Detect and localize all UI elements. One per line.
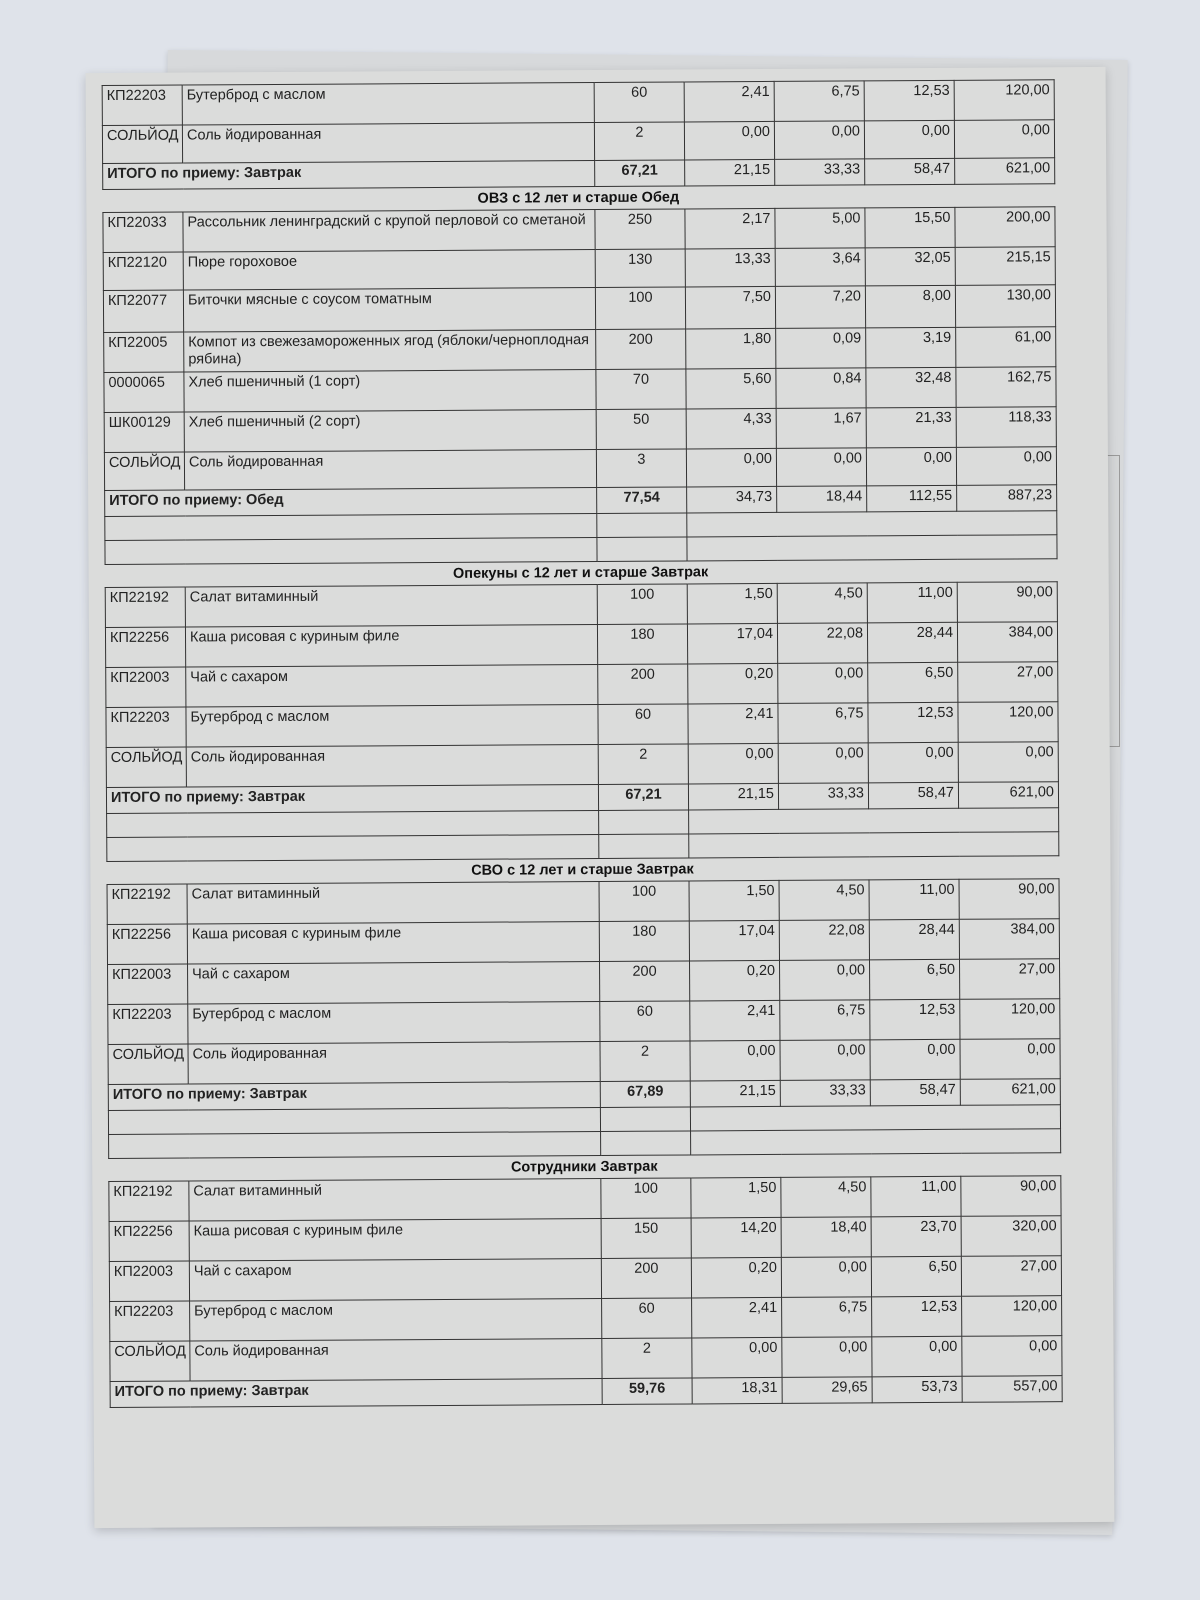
total-sum: 77,54 (597, 487, 687, 514)
menu-content (102, 79, 1062, 1408)
total-value: 21,15 (685, 159, 775, 186)
menu-table-staff-breakfast (108, 1175, 1062, 1408)
item-name: Каша рисовая с куриным филе (187, 922, 599, 965)
item-value: 0,00 (776, 448, 866, 487)
empty-cell (107, 811, 599, 838)
menu-table-svo-breakfast (107, 878, 1062, 1159)
table-row (104, 327, 1056, 373)
menu-table-ovz-lunch (102, 206, 1057, 565)
item-weight: 60 (600, 1001, 690, 1042)
item-value: 7,50 (685, 286, 775, 329)
table-row (103, 285, 1055, 333)
item-value: 0,20 (688, 663, 778, 704)
item-value: 0,84 (776, 368, 866, 409)
item-value: 162,75 (956, 367, 1056, 408)
item-value: 6,50 (868, 662, 958, 703)
item-weight: 3 (596, 449, 686, 488)
total-value: 887,23 (957, 485, 1057, 512)
item-value: 1,67 (776, 408, 866, 449)
total-value: 18,31 (692, 1377, 782, 1404)
item-weight: 200 (598, 664, 688, 705)
item-value: 14,20 (691, 1217, 781, 1258)
item-name: Каша рисовая с куриным филе (189, 1219, 601, 1262)
item-value: 0,20 (691, 1257, 781, 1298)
item-value: 17,04 (689, 920, 779, 961)
item-value: 0,00 (781, 1257, 871, 1298)
item-value: 0,00 (778, 663, 868, 704)
empty-cell (105, 514, 597, 541)
section-title: Опекуны с 12 лет и старше Завтрак (452, 564, 709, 582)
item-code: 0000065 (104, 372, 184, 412)
item-value: 1,80 (686, 328, 776, 369)
total-value: 53,73 (872, 1376, 962, 1403)
item-name: Салат витаминный (187, 882, 599, 925)
menu-sheet (86, 67, 1115, 1528)
item-weight: 100 (595, 287, 685, 330)
item-name: Хлеб пшеничный (1 сорт) (184, 370, 596, 413)
item-value: 11,00 (871, 1176, 961, 1217)
total-value: 58,47 (865, 158, 955, 185)
item-name: Салат витаминный (189, 1179, 601, 1222)
item-value: 0,00 (870, 1039, 960, 1080)
item-value: 0,00 (778, 743, 868, 784)
item-value: 0,00 (864, 120, 954, 159)
empty-cell (599, 834, 689, 859)
item-value: 4,50 (777, 583, 867, 624)
table-row (106, 662, 1058, 708)
item-code: КП22003 (106, 667, 186, 707)
item-name: Рассольник ленинградский с крупой перловой со сметаной (183, 210, 595, 253)
item-weight: 250 (595, 209, 685, 250)
item-weight: 150 (601, 1218, 691, 1259)
empty-cell (107, 835, 599, 862)
total-value: 21,15 (690, 1080, 780, 1107)
item-value: 0,00 (782, 1337, 872, 1378)
item-name: Хлеб пшеничный (2 сорт) (184, 410, 596, 453)
menu-table-guardians-breakfast (105, 581, 1060, 862)
item-weight: 70 (596, 369, 686, 410)
item-value: 0,09 (776, 328, 866, 369)
table-row (102, 120, 1054, 164)
total-label: ИТОГО по приему: Обед (105, 488, 597, 517)
section-title: Сотрудники Завтрак (510, 1158, 658, 1176)
item-value: 0,00 (954, 120, 1054, 159)
item-name: Соль йодированная (188, 1042, 600, 1085)
item-value: 8,00 (865, 285, 955, 328)
item-code: КП22033 (103, 212, 183, 252)
total-value: 33,33 (778, 783, 868, 810)
item-name: Соль йодированная (184, 450, 596, 491)
item-code: СОЛЬЙОД (108, 1044, 188, 1084)
total-value: 621,00 (960, 1079, 1060, 1106)
item-value: 5,00 (775, 208, 865, 249)
item-code: КП22120 (103, 252, 183, 290)
item-value: 15,50 (865, 207, 955, 248)
total-value: 58,47 (868, 782, 958, 809)
total-value: 58,47 (870, 1079, 960, 1106)
item-value: 320,00 (961, 1216, 1061, 1257)
table-row (107, 919, 1059, 965)
item-value: 6,50 (871, 1256, 961, 1297)
item-value: 0,20 (690, 960, 780, 1001)
item-weight: 2 (594, 122, 684, 161)
total-value: 33,33 (780, 1080, 870, 1107)
empty-cell (597, 537, 687, 562)
item-value: 11,00 (867, 582, 957, 623)
empty-cell (600, 1107, 690, 1132)
item-weight: 180 (597, 624, 687, 665)
item-value: 32,05 (865, 247, 955, 286)
item-value: 0,00 (780, 1040, 870, 1081)
table-row (108, 999, 1060, 1045)
item-value: 130,00 (955, 285, 1055, 328)
total-sum: 67,21 (595, 160, 685, 187)
item-name: Соль йодированная (190, 1338, 602, 1381)
empty-cell (691, 1129, 1061, 1155)
empty-cell (689, 832, 1059, 858)
empty-cell (109, 1132, 601, 1159)
table-row (105, 582, 1057, 628)
item-value: 22,08 (779, 920, 869, 961)
total-value: 18,44 (777, 486, 867, 513)
empty-cell (108, 1108, 600, 1135)
item-weight: 2 (598, 744, 688, 785)
item-value: 120,00 (958, 702, 1058, 743)
item-code: ШК00129 (104, 412, 184, 452)
item-weight: 200 (601, 1258, 691, 1299)
item-value: 0,00 (956, 447, 1056, 486)
item-weight: 60 (598, 704, 688, 745)
table-row (105, 622, 1057, 668)
item-weight: 100 (597, 584, 687, 625)
item-value: 22,08 (777, 623, 867, 664)
item-value: 61,00 (956, 327, 1056, 368)
item-code: КП22003 (109, 1261, 189, 1301)
total-sum: 67,89 (600, 1081, 690, 1108)
item-value: 0,00 (688, 743, 778, 784)
item-value: 2,41 (684, 81, 774, 122)
item-value: 120,00 (954, 80, 1054, 121)
item-code: КП22192 (109, 1181, 189, 1221)
item-value: 0,00 (690, 1040, 780, 1081)
empty-cell (105, 538, 597, 565)
total-label: ИТОГО по приему: Завтрак (108, 1082, 600, 1111)
item-value: 2,41 (690, 1000, 780, 1041)
item-value: 13,33 (685, 248, 775, 287)
item-name: Чай с сахаром (188, 962, 600, 1005)
item-code: КП22203 (108, 1004, 188, 1044)
item-weight: 200 (596, 329, 686, 370)
item-value: 0,00 (958, 742, 1058, 783)
table-row (103, 247, 1055, 291)
table-row (106, 702, 1058, 748)
total-value: 34,73 (687, 486, 777, 513)
item-value: 6,75 (774, 81, 864, 122)
total-value: 621,00 (955, 158, 1055, 185)
item-code: КП22256 (109, 1221, 189, 1261)
table-row (103, 207, 1055, 253)
item-value: 18,40 (781, 1217, 871, 1258)
total-value: 33,33 (775, 159, 865, 186)
item-value: 6,75 (778, 703, 868, 744)
item-code: КП22077 (103, 290, 183, 332)
total-value: 112,55 (867, 485, 957, 512)
empty-cell (601, 1131, 691, 1156)
item-value: 3,64 (775, 248, 865, 287)
table-row (107, 879, 1059, 925)
table-row (104, 367, 1056, 413)
item-value: 21,33 (866, 407, 956, 448)
item-weight: 60 (602, 1298, 692, 1339)
item-code: КП22256 (107, 924, 187, 964)
item-code: КП22192 (105, 587, 185, 627)
item-name: Бутерброд с маслом (190, 1298, 602, 1341)
item-code: КП22005 (104, 332, 184, 372)
item-value: 4,33 (686, 408, 776, 449)
item-value: 90,00 (957, 582, 1057, 623)
item-code: СОЛЬЙОД (106, 747, 186, 787)
item-value: 32,48 (866, 367, 956, 408)
item-weight: 2 (600, 1041, 690, 1082)
item-value: 0,00 (962, 1336, 1062, 1377)
item-value: 0,00 (866, 447, 956, 486)
table-row (110, 1296, 1062, 1342)
section-title: ОВЗ с 12 лет и старше Обед (477, 189, 680, 207)
item-value: 0,00 (960, 1039, 1060, 1080)
table-row (106, 742, 1058, 788)
item-weight: 100 (599, 881, 689, 922)
table-row (109, 1256, 1061, 1302)
item-value: 6,75 (782, 1297, 872, 1338)
item-weight: 50 (596, 409, 686, 450)
item-value: 215,15 (955, 247, 1055, 286)
item-name: Соль йодированная (186, 745, 598, 788)
item-value: 384,00 (959, 919, 1059, 960)
empty-cell (597, 513, 687, 538)
item-weight: 130 (595, 249, 685, 288)
table-row (109, 1176, 1061, 1222)
item-weight: 180 (599, 921, 689, 962)
total-value: 557,00 (962, 1376, 1062, 1403)
item-value: 6,50 (869, 959, 959, 1000)
section-title: СВО с 12 лет и старше Завтрак (471, 861, 694, 879)
total-label: ИТОГО по приему: Завтрак (106, 785, 598, 814)
empty-cell (687, 511, 1057, 537)
item-value: 0,00 (872, 1336, 962, 1377)
total-label: ИТОГО по приему: Завтрак (110, 1378, 602, 1407)
total-value: 621,00 (958, 782, 1058, 809)
item-value: 12,53 (870, 999, 960, 1040)
item-value: 27,00 (959, 959, 1059, 1000)
item-value: 0,00 (692, 1337, 782, 1378)
item-value: 7,20 (775, 286, 865, 329)
item-name: Салат витаминный (185, 585, 597, 628)
table-row (109, 1216, 1061, 1262)
item-value: 118,33 (956, 407, 1056, 448)
item-weight: 100 (601, 1178, 691, 1219)
item-code: КП22192 (107, 884, 187, 924)
table-row (104, 447, 1056, 491)
item-value: 120,00 (960, 999, 1060, 1040)
item-value: 1,50 (689, 880, 779, 921)
item-value: 2,41 (688, 703, 778, 744)
item-value: 0,00 (774, 121, 864, 160)
item-value: 200,00 (955, 207, 1055, 248)
item-name: Бутерброд с маслом (188, 1002, 600, 1045)
item-value: 120,00 (962, 1296, 1062, 1337)
table-row (104, 407, 1056, 453)
empty-cell (687, 535, 1057, 561)
item-value: 90,00 (959, 879, 1059, 920)
item-weight: 60 (594, 82, 684, 123)
item-value: 4,50 (781, 1177, 871, 1218)
item-code: СОЛЬЙОД (104, 452, 184, 490)
item-name: Чай с сахаром (186, 665, 598, 708)
item-code: КП22256 (105, 627, 185, 667)
item-code: СОЛЬЙОД (110, 1341, 190, 1381)
item-value: 27,00 (958, 662, 1058, 703)
item-value: 90,00 (961, 1176, 1061, 1217)
item-value: 12,53 (872, 1296, 962, 1337)
total-value: 29,65 (782, 1377, 872, 1404)
item-value: 2,41 (692, 1297, 782, 1338)
total-sum: 59,76 (602, 1378, 692, 1405)
item-name: Пюре гороховое (183, 250, 595, 291)
item-value: 28,44 (867, 622, 957, 663)
item-value: 4,50 (779, 880, 869, 921)
table-row (108, 1039, 1060, 1085)
item-value: 12,53 (868, 702, 958, 743)
item-name: Чай с сахаром (189, 1259, 601, 1302)
item-value: 17,04 (687, 623, 777, 664)
item-value: 12,53 (864, 80, 954, 121)
item-value: 0,00 (686, 448, 776, 487)
total-row (110, 1376, 1062, 1408)
item-value: 5,60 (686, 368, 776, 409)
item-name: Компот из свежезамороженных ягод (яблоки/черноплодная рябина) (184, 330, 596, 373)
table-row (110, 1336, 1062, 1382)
item-value: 27,00 (961, 1256, 1061, 1297)
item-value: 0,00 (779, 960, 869, 1001)
item-value: 0,00 (868, 742, 958, 783)
item-value: 11,00 (869, 879, 959, 920)
item-name: Бутерброд с маслом (186, 705, 598, 748)
empty-cell (689, 808, 1059, 834)
item-value: 1,50 (687, 583, 777, 624)
item-weight: 200 (600, 961, 690, 1002)
item-value: 384,00 (957, 622, 1057, 663)
table-row (108, 959, 1060, 1005)
item-name: Соль йодированная (182, 123, 594, 164)
item-code: КП22203 (102, 85, 182, 125)
item-code: КП22203 (106, 707, 186, 747)
total-sum: 67,21 (598, 784, 688, 811)
empty-cell (599, 810, 689, 835)
item-name: Биточки мясные с соусом томатным (183, 288, 595, 333)
table-row (102, 80, 1054, 126)
total-label: ИТОГО по приему: Завтрак (103, 161, 595, 190)
item-code: КП22203 (110, 1301, 190, 1341)
item-value: 2,17 (685, 208, 775, 249)
item-name: Бутерброд с маслом (182, 83, 594, 126)
item-name: Каша рисовая с куриным филе (185, 625, 597, 668)
menu-table-breakfast-cont (102, 79, 1056, 190)
item-value: 6,75 (780, 1000, 870, 1041)
item-code: КП22003 (108, 964, 188, 1004)
item-value: 1,50 (691, 1177, 781, 1218)
item-weight: 2 (602, 1338, 692, 1379)
total-value: 21,15 (688, 783, 778, 810)
empty-cell (690, 1105, 1060, 1131)
item-value: 28,44 (869, 919, 959, 960)
item-value: 3,19 (866, 327, 956, 368)
item-code: СОЛЬЙОД (102, 125, 182, 163)
item-value: 23,70 (871, 1216, 961, 1257)
item-value: 0,00 (684, 121, 774, 160)
